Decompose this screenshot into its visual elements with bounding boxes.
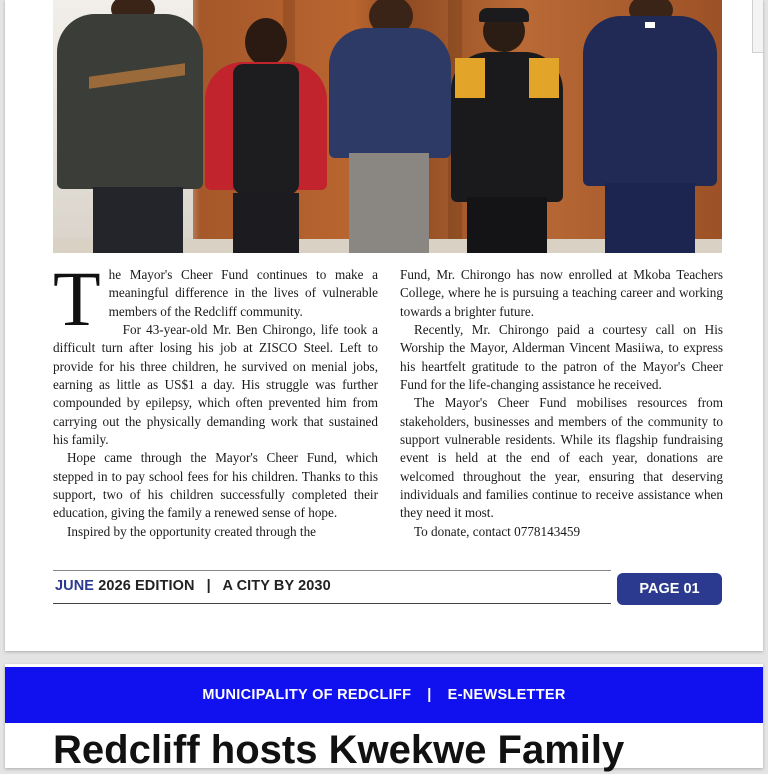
article-paragraph: The Mayor's Cheer Fund mobilises resources from stakeholders, businesses and members of the community to support vulnerable residents. While its flagship fundraising event is held at the end of each year, donations are welcomed throughout the year, ensuring that deserving individuals and families continue to receive assistance when they need it most. <box>400 395 723 521</box>
article-paragraph: For 43-year-old Mr. Ben Chirongo, life took a difficult turn after losing his job at ZISCO Steel. Left to provide for his three children, he survived on menial jobs, earning as little as US$1 a day. His struggle was further compounded by epilepsy, which often prevented him from carrying out the physically demanding work that sustained his family. <box>53 322 378 448</box>
newsletter-banner <box>5 667 763 723</box>
article-column-right <box>400 266 723 541</box>
person-3 <box>329 0 451 253</box>
drop-cap: T <box>53 255 101 342</box>
edition-label: 2026 EDITION <box>98 578 195 594</box>
article-headline: Redcliff hosts Kwekwe Family <box>53 728 625 772</box>
article-paragraph: Recently, Mr. Chirongo paid a courtesy call on His Worship the Mayor, Alderman Vincent Masiiwa, to express his heartfelt gratitude to the patron of the Mayor's Cheer Fund for the life-changing assistance he received. <box>400 322 723 393</box>
person-2 <box>205 0 327 253</box>
banner-municipality: MUNICIPALITY OF REDCLIFF <box>202 687 412 703</box>
article-paragraph: Inspired by the opportunity created through the <box>67 523 317 539</box>
footer-divider <box>53 570 611 571</box>
banner-enewsletter: E-NEWSLETTER <box>447 687 566 703</box>
person-4 <box>451 0 563 253</box>
article-column-left <box>53 255 378 541</box>
footer-separator: | <box>206 578 211 594</box>
footer-underline <box>53 603 611 604</box>
article-paragraph: Fund, Mr. Chirongo has now enrolled at Mkoba Teachers College, where he is pursuing a teaching career and working towards a brighter future. <box>400 267 723 319</box>
newsletter-page <box>5 0 763 651</box>
article-photo <box>53 0 722 253</box>
slogan: A CITY BY 2030 <box>222 578 331 594</box>
article-paragraph: he Mayor's Cheer Fund continues to make a meaningful difference in the lives of vulnerable members of the Redcliff community. <box>108 267 378 319</box>
person-5 <box>583 0 717 253</box>
person-1 <box>53 0 203 253</box>
edition-month: JUNE <box>55 578 95 594</box>
page-number-badge: PAGE 01 <box>617 573 722 605</box>
next-newsletter-page <box>5 664 763 772</box>
edition-footer <box>55 578 331 594</box>
donate-line: To donate, contact 0778143459 <box>414 523 581 539</box>
banner-separator: | <box>427 687 432 703</box>
article-paragraph: Hope came through the Mayor's Cheer Fund, which stepped in to pay school fees for his children. Thanks to this support, two of his children successfully completed their education, giving the family a renewed sense of hope. <box>53 450 378 521</box>
adjacent-page-edge <box>752 0 763 53</box>
